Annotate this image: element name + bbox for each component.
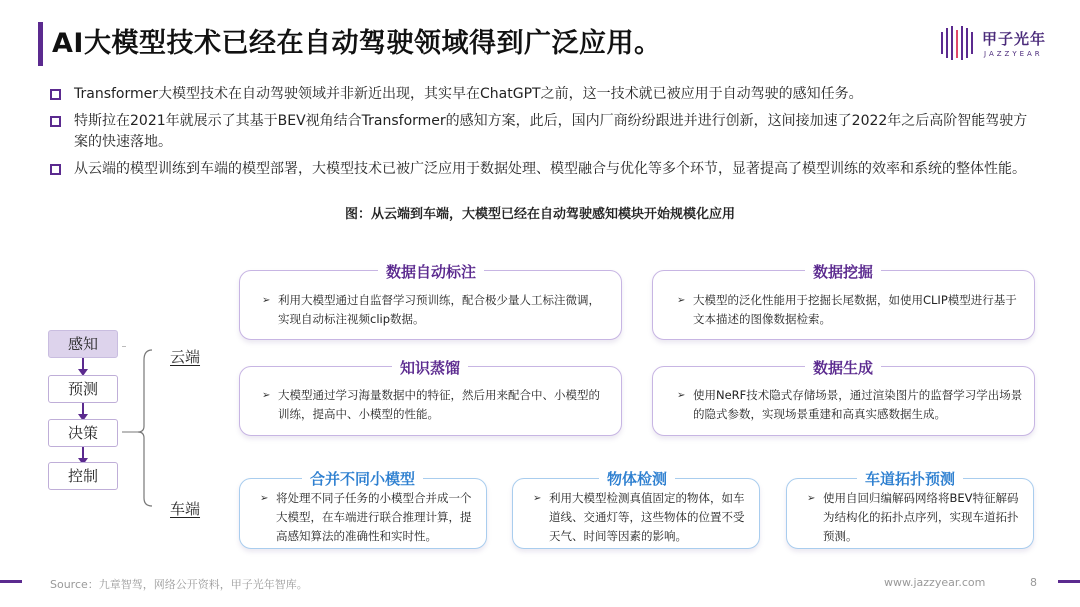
- card-title: 合并不同小模型: [302, 468, 423, 489]
- card-title: 车道拓扑预测: [857, 468, 963, 489]
- card-data-generation: [652, 359, 1035, 436]
- logo-text-en: JAZZYEAR: [984, 50, 1043, 58]
- down-arrow-icon: [82, 403, 84, 415]
- arrow-bullet-icon: ➢: [262, 390, 271, 401]
- title-accent-bar: [38, 22, 43, 66]
- card-text: 利用大模型通过自监督学习预训练，配合极少量人工标注微调，实现自动标注视频clip数据。: [278, 293, 600, 326]
- card-lane-topology-prediction: [786, 470, 1034, 549]
- flow-step-control: 控制: [48, 462, 118, 490]
- arrow-bullet-icon: ➢: [260, 493, 269, 504]
- bullet-item: [50, 159, 1040, 180]
- grouping-brace: [120, 346, 170, 511]
- square-bullet-icon: [50, 164, 61, 175]
- card-object-detection: [512, 470, 760, 549]
- logo-text-cn: 甲子光年: [982, 30, 1047, 48]
- arrow-bullet-icon: ➢: [533, 493, 542, 504]
- card-text: 大模型的泛化性能用于挖掘长尾数据，如使用CLIP模型进行基于文本描述的图像数据检索。: [693, 293, 1017, 326]
- footer-accent-left: [0, 580, 22, 583]
- arrow-bullet-icon: ➢: [807, 493, 816, 504]
- bullet-item: [50, 84, 1040, 105]
- card-title: 数据自动标注: [378, 261, 484, 282]
- bullet-text: 从云端的模型训练到车端的模型部署，大模型技术已被广泛应用于数据处理、模型融合与优化等多个环节，显著提高了模型训练的效率和系统的整体性能。: [74, 161, 1026, 177]
- card-title: 数据生成: [805, 357, 881, 378]
- logo-mark-icon: [940, 24, 974, 62]
- card-title: 知识蒸馏: [392, 357, 468, 378]
- down-arrow-icon: [82, 447, 84, 459]
- card-body: [533, 489, 751, 546]
- card-text: 利用大模型检测真值固定的物体，如车道线、交通灯等，这些物体的位置不受天气、时间等因素的影响。: [549, 491, 745, 543]
- card-body: [677, 386, 1023, 424]
- card-body: [262, 291, 608, 329]
- figure-caption: 图：从云端到车端，大模型已经在自动驾驶感知模块开始规模化应用: [344, 207, 735, 222]
- card-data-mining: [652, 263, 1035, 340]
- source-note: Source：九章智驾，网络公开资料，甲子光年智库。: [50, 578, 308, 591]
- bullet-list: [50, 84, 1040, 186]
- card-title: 物体检测: [599, 468, 675, 489]
- arrow-bullet-icon: ➢: [677, 390, 686, 401]
- square-bullet-icon: [50, 116, 61, 127]
- card-text: 将处理不同子任务的小模型合并成一个大模型，在车端进行联合推理计算，提高感知算法的准确性和实时性。: [276, 491, 472, 543]
- page-number: 8: [1030, 576, 1037, 589]
- page-title: AI大模型技术已经在自动驾驶领域得到广泛应用。: [52, 28, 662, 59]
- card-text: 使用NeRF技术隐式存储场景，通过渲染图片的监督学习学出场景的隐式参数，实现场景重建和高真实感数据生成。: [693, 388, 1023, 421]
- footer-accent-right: [1058, 580, 1080, 583]
- card-body: [262, 386, 608, 424]
- card-merge-small-models: [239, 470, 487, 549]
- card-text: 大模型通过学习海量数据中的特征，然后用来配合中、小模型的训练，提高中、小模型的性能。: [278, 388, 600, 421]
- card-knowledge-distillation: [239, 359, 622, 436]
- card-data-auto-labeling: [239, 263, 622, 340]
- footer-url: www.jazzyear.com: [884, 576, 986, 589]
- card-body: [807, 489, 1025, 546]
- arrow-bullet-icon: ➢: [262, 295, 271, 306]
- arrow-bullet-icon: ➢: [677, 295, 686, 306]
- flow-step-perception: 感知: [48, 330, 118, 358]
- card-body: [260, 489, 478, 546]
- bullet-text: Transformer大模型技术在自动驾驶领域并非新近出现，其实早在ChatGPT之前，这一技术就已被应用于自动驾驶的感知任务。: [74, 86, 863, 102]
- bullet-text: 特斯拉在2021年就展示了其基于BEV视角结合Transformer的感知方案，此后，国内厂商纷纷跟进并进行创新，这间接加速了2022年之后高阶智能驾驶方案的快速落地。: [74, 113, 1028, 150]
- down-arrow-icon: [82, 358, 84, 370]
- card-text: 使用自回归编解码网络将BEV特征解码为结构化的拓扑点序列，实现车道拓扑预测。: [823, 491, 1019, 543]
- flow-step-decision: 决策: [48, 419, 118, 447]
- square-bullet-icon: [50, 89, 61, 100]
- jazzyear-logo: [940, 22, 1060, 68]
- card-body: [677, 291, 1023, 329]
- group-label-cloud: 云端: [170, 348, 201, 366]
- bullet-item: [50, 111, 1040, 153]
- group-label-vehicle: 车端: [170, 500, 201, 518]
- card-title: 数据挖掘: [805, 261, 881, 282]
- flow-step-prediction: 预测: [48, 375, 118, 403]
